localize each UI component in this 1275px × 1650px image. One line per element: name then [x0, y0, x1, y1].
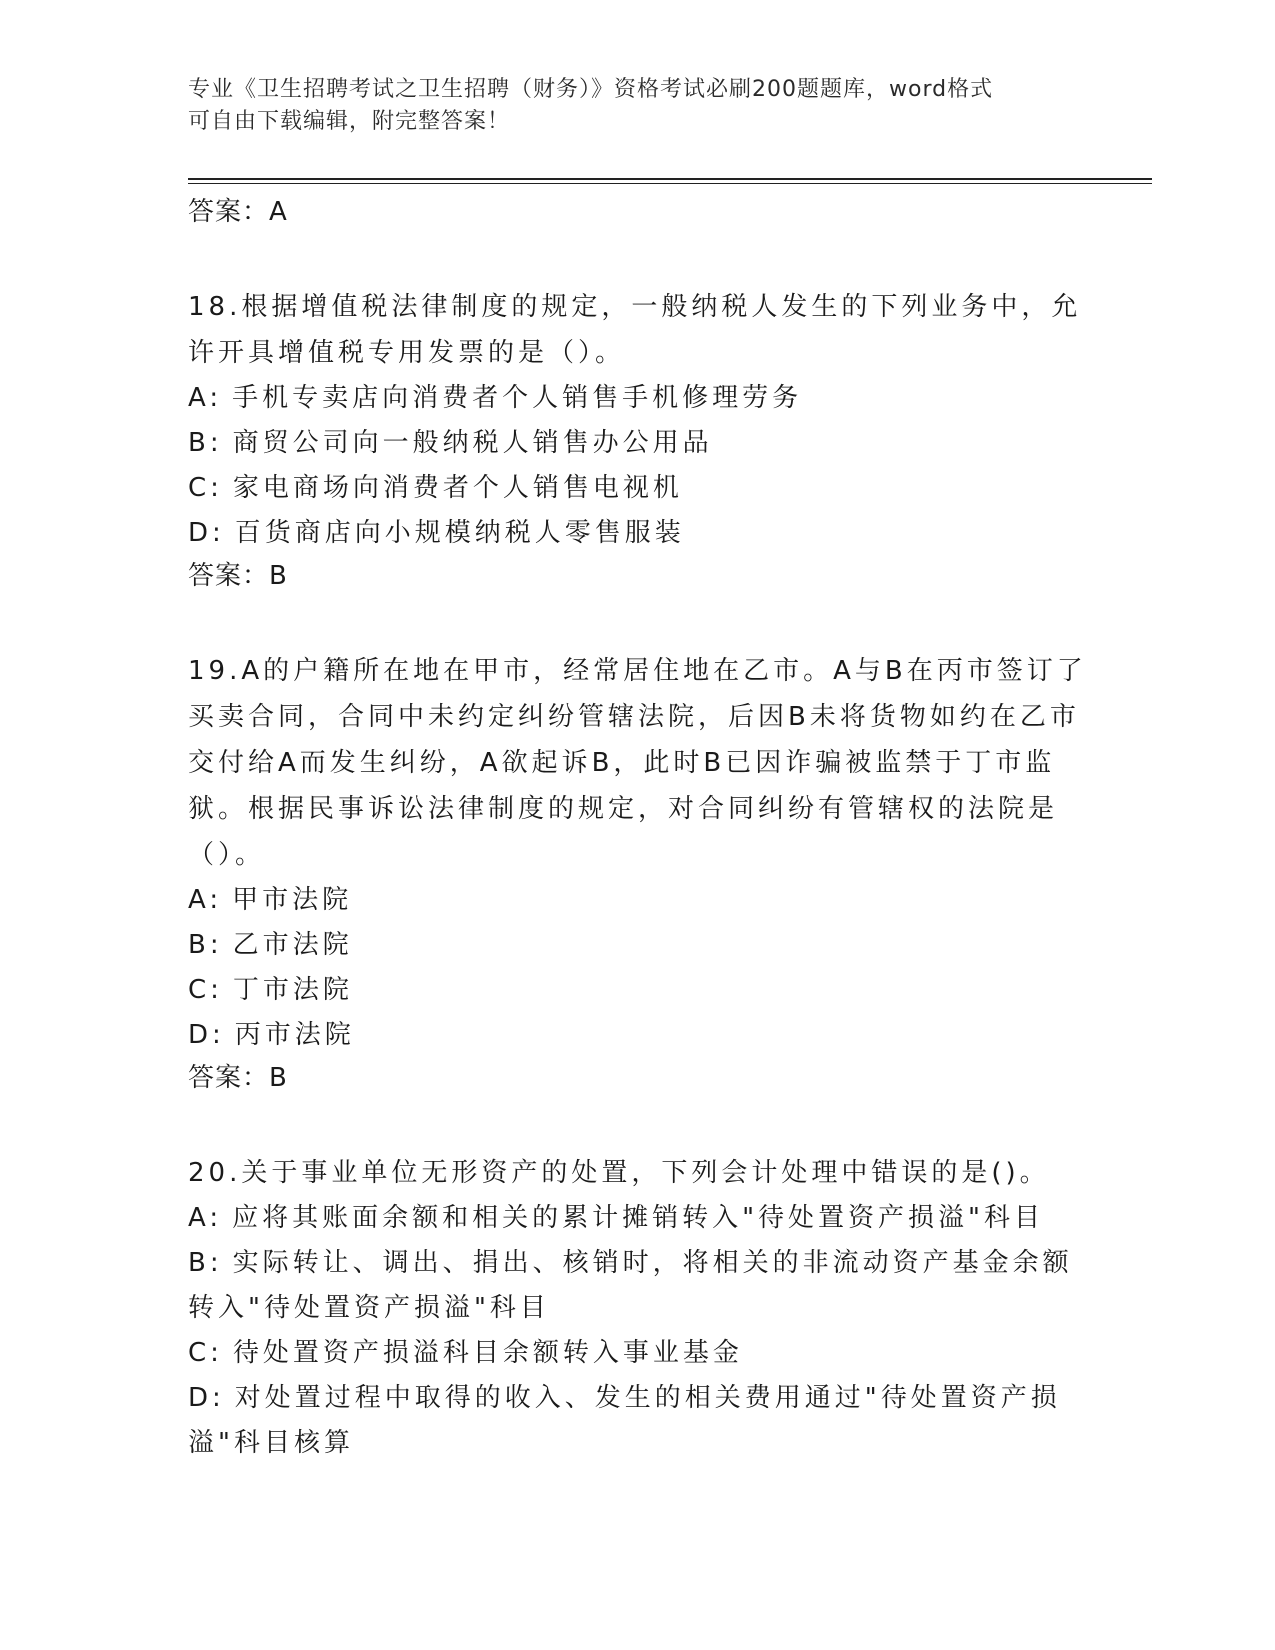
option-a — [188, 1196, 1088, 1241]
option-key: A: — [188, 885, 223, 915]
option-key: D: — [188, 1020, 225, 1050]
option-c — [188, 466, 1088, 511]
option-a — [188, 376, 1088, 421]
option-d — [188, 511, 1088, 556]
option-a — [188, 878, 1088, 923]
option-text: 商贸公司向一般纳税人销售办公用品 — [232, 428, 713, 458]
option-text: 丁市法院 — [232, 975, 353, 1005]
document-body — [188, 192, 1088, 1466]
option-text: 家电商场向消费者个人销售电视机 — [232, 473, 683, 503]
option-d — [188, 1376, 1088, 1466]
option-text: 丙市法院 — [234, 1020, 355, 1050]
header-line-1: 专业《卫生招聘考试之卫生招聘（财务）》资格考试必刷200题题库，word格式 — [188, 77, 994, 102]
option-text: 百货商店向小规模纳税人零售服装 — [234, 518, 685, 548]
header-line-2: 可自由下载编辑，附完整答案！ — [188, 109, 511, 134]
option-key: C: — [188, 473, 223, 503]
option-text: 甲市法院 — [232, 885, 353, 915]
header-rule-thin — [188, 183, 1152, 184]
answer: 答案：B — [188, 561, 288, 591]
option-key: A: — [188, 1203, 223, 1233]
previous-answer: 答案：A — [188, 197, 288, 227]
option-key: B: — [188, 428, 223, 458]
option-text: 乙市法院 — [232, 930, 353, 960]
option-text: 对处置过程中取得的收入、发生的相关费用通过"待处置资产损溢"科目核算 — [188, 1383, 1061, 1458]
option-c — [188, 1331, 1088, 1376]
question-20 — [188, 1150, 1088, 1466]
option-key: C: — [188, 975, 223, 1005]
option-key: D: — [188, 1383, 225, 1413]
option-text: 应将其账面余额和相关的累计摊销转入"待处置资产损溢"科目 — [232, 1203, 1045, 1233]
question-stem: 20.关于事业单位无形资产的处置，下列会计处理中错误的是()。 — [188, 1158, 1050, 1188]
document-header — [188, 74, 1088, 138]
option-b — [188, 923, 1088, 968]
question-stem: 19.A的户籍所在地在甲市，经常居住地在乙市。A与B在丙市签订了买卖合同，合同中未约定纠纷管辖法院，后因B未将货物如约在乙市交付给A而发生纠纷，A欲起诉B，此时B已因诈骗被监禁于丁市监狱。根据民事诉讼法律制度的规定，对合同纠纷有管辖权的法院是（）。 — [188, 656, 1087, 870]
question-18 — [188, 284, 1088, 596]
question-stem: 18.根据增值税法律制度的规定，一般纳税人发生的下列业务中，允许开具增值税专用发票的是（）。 — [188, 292, 1082, 368]
option-key: B: — [188, 930, 223, 960]
option-b — [188, 1241, 1088, 1331]
option-key: D: — [188, 518, 225, 548]
option-text: 实际转让、调出、捐出、核销时，将相关的非流动资产基金余额转入"待处置资产损溢"科目 — [188, 1248, 1073, 1323]
option-key: B: — [188, 1248, 223, 1278]
option-b — [188, 421, 1088, 466]
option-text: 待处置资产损溢科目余额转入事业基金 — [232, 1338, 743, 1368]
answer: 答案：B — [188, 1063, 288, 1093]
header-rule-thick — [188, 178, 1152, 180]
question-19 — [188, 648, 1088, 1098]
option-key: A: — [188, 383, 223, 413]
option-key: C: — [188, 1338, 223, 1368]
option-d — [188, 1013, 1088, 1058]
option-c — [188, 968, 1088, 1013]
option-text: 手机专卖店向消费者个人销售手机修理劳务 — [232, 383, 803, 413]
